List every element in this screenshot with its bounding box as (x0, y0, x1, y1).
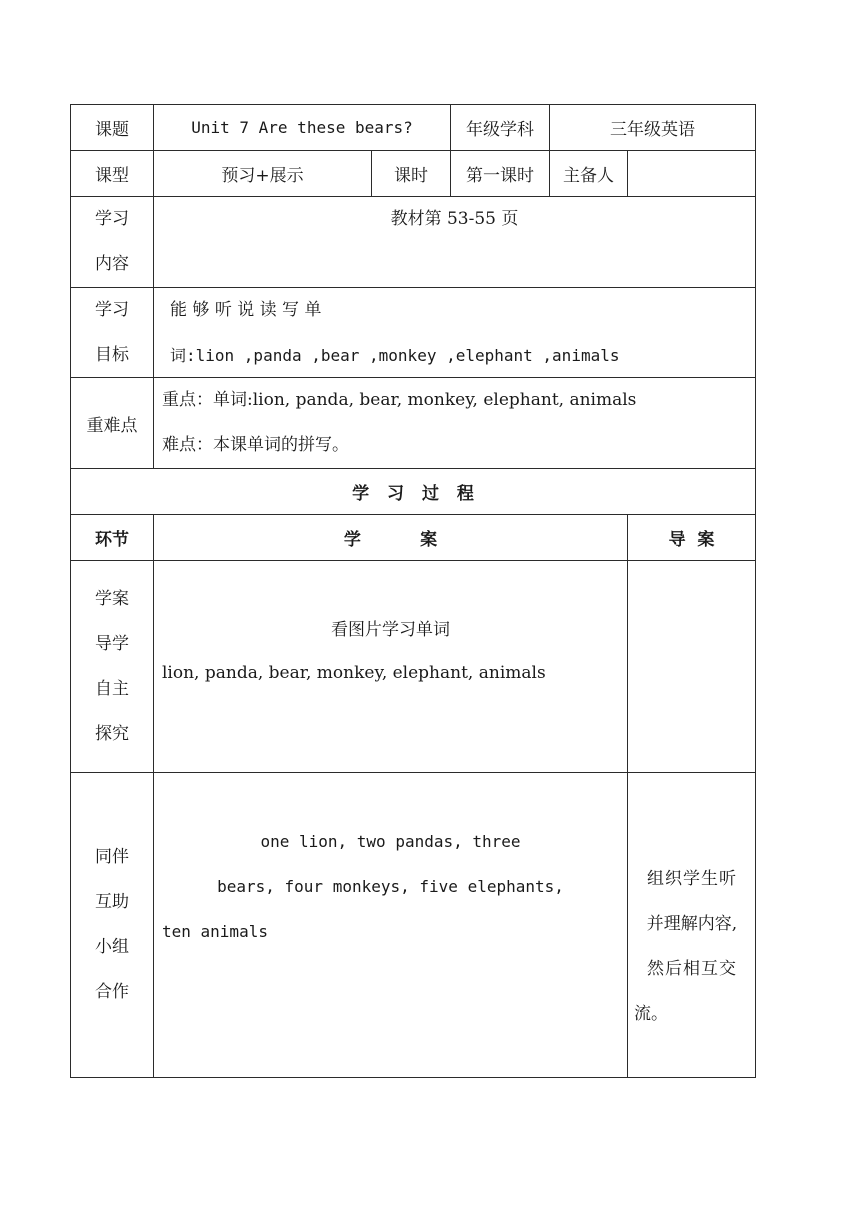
type-value: 预习+展示 (221, 166, 304, 186)
topic-label: 课题 (95, 120, 129, 140)
goals-word: 单 (304, 300, 322, 320)
key-points-line1: 重点：单词:lion, panda, bear, monkey, elephant, animals (162, 390, 637, 410)
goals-word: 说 (237, 300, 255, 320)
preparer-label: 主备人 (563, 166, 614, 186)
peer-phrase: five elephants, (419, 877, 564, 896)
goals-word: 听 (214, 300, 232, 320)
guide-line: 流。 (634, 1004, 668, 1024)
goals-label (71, 288, 153, 377)
peer-study-text (162, 819, 619, 954)
peer-phrase: two pandas, (356, 832, 463, 851)
goals-word: 够 (192, 300, 210, 320)
stage-text: 同伴 (95, 847, 129, 867)
goals-word: 写 (282, 300, 300, 320)
stage-text: 互助 (95, 892, 129, 912)
stage-text: 学案 (95, 588, 129, 609)
stage-text: 合作 (95, 982, 129, 1002)
period-label: 课时 (394, 166, 428, 186)
key-points-text (162, 378, 752, 468)
goals-text (162, 288, 748, 377)
col-study-header: 学 案 (343, 530, 438, 550)
stage-text: 探究 (95, 723, 129, 744)
study-words: lion, panda, bear, monkey, elephant, animals (162, 662, 546, 683)
col-stage-header: 环节 (95, 530, 129, 550)
peer-line1 (162, 819, 619, 864)
col-guide-header: 导 案 (668, 530, 715, 550)
grade-label: 年级学科 (466, 120, 534, 140)
grade-value: 三年级英语 (610, 120, 695, 140)
peer-phrase: four monkeys, (284, 877, 410, 896)
content-label (71, 197, 153, 287)
goals-word: 能 (170, 300, 187, 320)
guide-text (634, 857, 750, 1037)
preparer-value (628, 151, 755, 196)
key-points-line2: 难点：本课单词的拼写。 (162, 435, 349, 455)
stage-peer-work (71, 835, 153, 1015)
type-label: 课型 (95, 166, 129, 186)
period-value: 第一课时 (466, 166, 534, 186)
peer-line3: ten animals (162, 922, 268, 941)
stage-text: 自主 (95, 678, 129, 699)
peer-phrase: one lion, (260, 832, 348, 851)
goals-line1 (162, 288, 756, 333)
study-heading: 看图片学习单词 (331, 620, 450, 640)
guide-line: 组织学生听 (647, 869, 737, 889)
key-points-label: 重难点 (86, 415, 138, 436)
content-label-line2: 内容 (95, 254, 129, 274)
peer-phrase: three (472, 832, 521, 851)
goals-line2: 词:lion ,panda ,bear ,monkey ,elephant ,animals (170, 346, 620, 365)
topic-value: Unit 7 Are these bears? (191, 118, 413, 137)
goals-label-line1: 学习 (95, 299, 129, 320)
peer-phrase: bears, (217, 877, 275, 896)
goals-label-line2: 目标 (95, 344, 129, 365)
goals-word: 读 (259, 300, 277, 320)
guide-line: 然后相互交 (647, 959, 737, 979)
stage-text: 导学 (95, 633, 129, 654)
stage-text: 小组 (95, 937, 129, 957)
content-value: 教材第 53-55 页 (390, 209, 519, 229)
guide-line: 并理解内容, (646, 914, 738, 934)
peer-line2 (162, 864, 619, 909)
stage-self-study (71, 561, 153, 772)
process-title: 学 习 过 程 (352, 484, 474, 504)
content-label-line1: 学习 (95, 209, 129, 229)
